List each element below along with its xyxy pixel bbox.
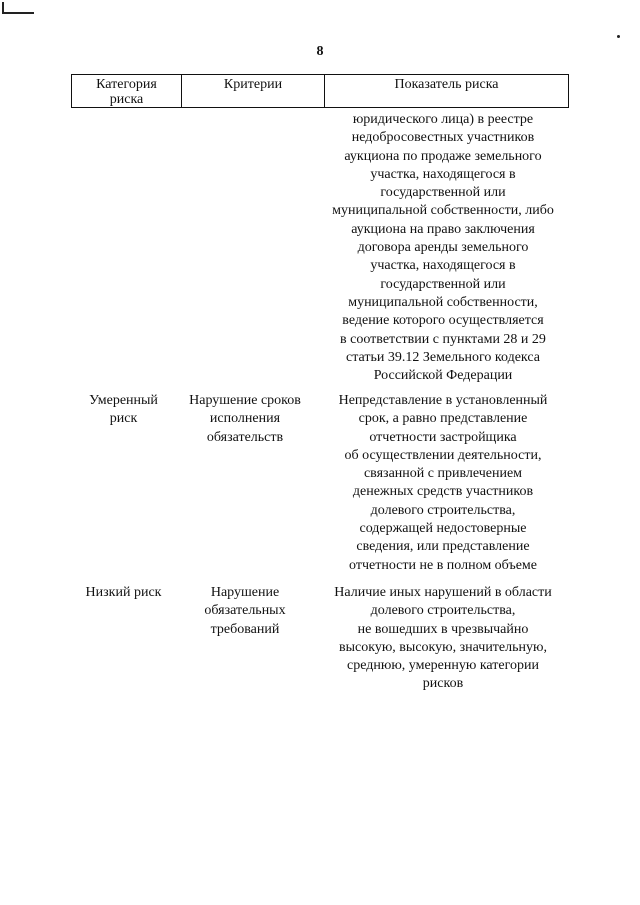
page-number: 8 [316,44,324,59]
row-1-category: Умеренный риск [89,393,158,427]
table-header [71,74,569,108]
header-category [72,75,182,108]
scan-dot-mark [617,35,620,38]
header-category-label: Категория риска [96,77,157,107]
row-1-criteria: Нарушение сроков исполнения обязательств [189,393,301,445]
header-criteria [182,75,325,108]
row-2-criteria: Нарушение обязательных требований [204,585,286,637]
continuation-indicator-text: юридического лица) в реестре недобросовестных участников аукциона по продаже земельного участка, находящегося в государственной или муниципальной собственности, либо аукциона на право заключения договора аренды земельного участка, находящегося в государственной или муниципальной собственности, ведение которого осуществляется в соответствии с пунктами 28 и 29 статьи 39.12 Земельного кодекса Российской Федерации [332,112,554,384]
header-indicator-label: Показатель риска [394,77,499,92]
header-criteria-label: Критерии [223,77,283,92]
row-1-indicator: Непредставление в установленный срок, а равно представление отчетности застройщика об осуществлении деятельности, связанной с привлечением денежных средств участников долевого строительства, содержащей недостоверные сведения, или представление отчетности не в полном объеме [338,393,548,573]
table-header-row [72,75,569,108]
header-indicator [325,75,569,108]
scan-corner-mark [2,2,34,14]
row-2-indicator: Наличие иных нарушений в области долевого строительства, не вошедших в чрезвычайно высокую, высокую, значительную, среднюю, умеренную категории рисков [334,585,552,692]
row-2-category: Низкий риск [85,585,162,600]
